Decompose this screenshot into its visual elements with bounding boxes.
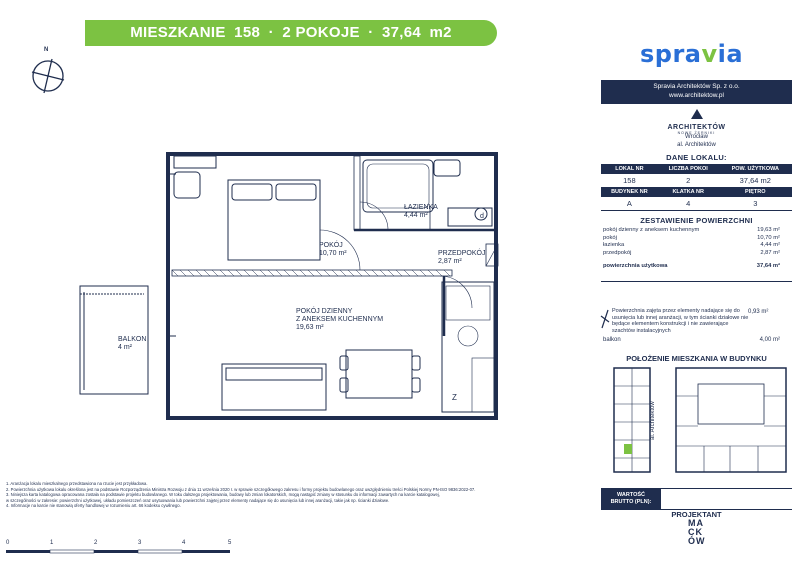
surface-value: 2,87 m² — [760, 249, 780, 256]
dane-header-klatka: KLATKA NR — [658, 187, 719, 197]
position-title: POŁOŻENIE MIESZKANIA W BUDYNKU — [626, 354, 767, 363]
scale-tick: 0 — [6, 540, 10, 546]
title-sep-2: · — [368, 24, 374, 41]
dane-value-budynek: A — [601, 197, 658, 210]
scale-tick: 4 — [182, 540, 186, 546]
dane-header-pietro: PIĘTRO — [719, 187, 792, 197]
washing-machine — [448, 208, 492, 226]
divider — [601, 281, 792, 282]
balkon-row — [601, 337, 792, 343]
room-pokoj-name: POKÓJ — [319, 242, 343, 249]
surface-row — [601, 242, 792, 250]
room-pokoj-area: 10,70 m² — [319, 250, 347, 257]
room-lazienka-area: 4,44 m² — [404, 212, 428, 219]
surface-value: 10,70 m² — [757, 234, 780, 241]
surface-row — [601, 227, 792, 235]
building-key-plan — [610, 366, 790, 476]
developer-name: Spravia Architektów Sp. z o.o. — [653, 83, 740, 90]
dane-header-budynek: BUDYNEK NR — [601, 187, 658, 197]
title-rooms: 2 POKOJE — [282, 24, 360, 41]
dane-header-lokal: LOKAL NR — [601, 164, 658, 174]
dane-table — [601, 164, 792, 211]
fridge — [472, 358, 494, 412]
surface-label: pokój — [603, 234, 617, 241]
footnote: 4. Informacje na karcie nie stanowią oferty handlowej w rozumieniu art. 66 kodeksu cywilnego. — [6, 503, 181, 509]
highlighted-apartment — [624, 444, 632, 454]
location-street: al. Architektów — [677, 141, 716, 148]
bathroom-wall — [354, 156, 360, 230]
price-label-2: BRUTTO (PLN): — [610, 499, 652, 505]
architektow-name: ARCHITEKTÓW — [667, 124, 726, 131]
dane-value-pokoi: 2 — [658, 174, 719, 187]
footnotes — [6, 481, 566, 509]
dane-title: DANE LOKALU: — [666, 153, 727, 162]
compass-icon — [30, 54, 70, 98]
scale-tick: 3 — [138, 540, 142, 546]
surface-list — [601, 227, 792, 271]
sofa — [222, 364, 326, 410]
architektow-logo — [601, 106, 792, 135]
room-dzienny-name2: Z ANEKSEM KUCHENNYM — [296, 316, 384, 323]
price-label-1: WARTOŚĆ — [616, 492, 645, 498]
room-balkon — [118, 336, 146, 352]
surface-total-label: powierzchnia użytkowa — [603, 263, 668, 269]
dane-value-pow: 37,64 m2 — [719, 174, 792, 187]
title-sep-1: · — [268, 24, 274, 41]
scale-tick: 1 — [50, 540, 54, 546]
room-pokoj — [319, 242, 347, 258]
room-przedpokoj-name: PRZEDPOKÓJ — [438, 250, 486, 257]
title-area: 37,64 — [382, 24, 422, 41]
bed — [228, 180, 320, 260]
zestawienie-title: ZESTAWIENIE POWIERZCHNI — [640, 216, 753, 225]
note-value: 0,93 m² — [748, 309, 769, 315]
room-dzienny — [296, 308, 383, 332]
bedroom-wardrobe — [174, 156, 216, 168]
surface-label: łazienka — [603, 242, 625, 248]
svg-text:d: d — [480, 213, 484, 220]
surface-value: 19,63 m² — [757, 227, 780, 233]
price-value — [661, 488, 792, 510]
surface-value: 4,44 m² — [760, 242, 780, 248]
room-dzienny-name1: POKÓJ DZIENNY — [296, 308, 353, 315]
scale-tick: 2 — [94, 540, 98, 546]
title-unit: m2 — [429, 24, 452, 41]
balkon-value: 4,00 m² — [759, 337, 780, 343]
apartment-title-banner — [85, 20, 497, 46]
scale-bar — [6, 540, 246, 563]
room-dzienny-area: 19,63 m² — [296, 324, 324, 331]
logo-part-a: spra — [640, 40, 702, 68]
dane-header-pow: POW. UŻYTKOWA — [719, 164, 792, 174]
logo-part-v: v — [701, 40, 718, 68]
title-number: 158 — [234, 24, 261, 41]
location — [601, 134, 792, 149]
architektow-mark-icon — [691, 109, 703, 119]
dining-table — [346, 350, 412, 398]
location-city: Wrocław — [685, 134, 708, 140]
footnote: 3. Niniejsza karta katalogowa opracowana została na podstawie projektu budowlanego. W toku dalszego projektowania, budowy lub zmian lokatorskich, mogą nastąpić zmiany w stosunku do informacji zawartych na karcie katalogowej, — [6, 492, 440, 498]
dane-header-pokoi: LICZBA POKOI — [658, 164, 719, 174]
architektow-sub: NOWE ŻERNIKI — [677, 131, 716, 135]
room-przedpokoj — [438, 250, 485, 266]
surface-row — [601, 250, 792, 258]
kitchen-counter — [442, 282, 494, 412]
note-text: Powierzchnia zajęta przez elementy nadające się do usunięcia lub innej aranżacji, w tym ścianki działowe nie będące elementem konstrukcji i nie zawierające szachtów instalacyjnych — [612, 308, 749, 334]
dane-value-pietro: 3 — [719, 197, 792, 210]
balkon-label: balkon — [603, 337, 621, 343]
room-przedpokoj-area: 2,87 m² — [438, 258, 462, 265]
room-lazienka — [404, 204, 438, 220]
partition-wall — [172, 270, 452, 276]
surface-total-row — [601, 263, 792, 271]
title-prefix: MIESZKANIE — [130, 24, 226, 41]
compass-north-label: N — [44, 47, 49, 53]
projektant-logo: MA CK ÓW — [688, 518, 706, 546]
room-balkon-name: BALKON — [118, 336, 147, 343]
developer-url: www.architektow.pl — [669, 91, 724, 99]
pencil-icon — [600, 308, 610, 330]
surface-label: przedpokój — [603, 249, 632, 256]
footnote: 2. Powierzchnia użytkowa lokalu określona jest na podstawie Rozporządzenia Ministra Rozwoju z dnia 11 września 2020 r. w sprawie szczegółowego zakresu i formy projektu budowlanego oraz uwzględnieniu treści Polskiej Normy PN-ISO 9836:2022-07. — [6, 486, 476, 492]
dane-value-klatka: 4 — [658, 197, 719, 210]
price-label — [601, 488, 661, 510]
spravia-logo — [640, 40, 743, 68]
room-balkon-area: 4 m² — [118, 344, 132, 351]
floor-plan — [76, 146, 596, 446]
logo-part-b: ia — [717, 40, 744, 68]
surface-label: pokój dzienny z aneksem kuchennym — [603, 227, 700, 233]
scale-bar-graphic — [6, 540, 246, 558]
sink — [434, 160, 460, 176]
dane-value-lokal: 158 — [601, 174, 658, 187]
surface-row — [601, 235, 792, 243]
footnote: 1. Aranżacja lokalu mieszkalnego przedstawiona na rzucie jest przykładowa. — [6, 481, 148, 486]
footnote: w szczególności w zakresie: powierzchni użytkowej, układu pomieszczeń oraz usytuowania lub powierzchni zajętej przez elementy nadające się do usunięcia lub innej aranżacji, takie jak np. ścianki działowe. — [6, 497, 390, 503]
position-street: al. Architektów — [650, 401, 656, 440]
room-lazienka-name: ŁAZIENKA — [404, 204, 438, 211]
scale-tick: 5 — [228, 540, 232, 546]
developer-box — [601, 80, 792, 104]
surface-total-value: 37,64 m² — [756, 263, 780, 269]
projektant-title: PROJEKTANT — [671, 510, 722, 519]
svg-text:Z: Z — [452, 393, 457, 402]
